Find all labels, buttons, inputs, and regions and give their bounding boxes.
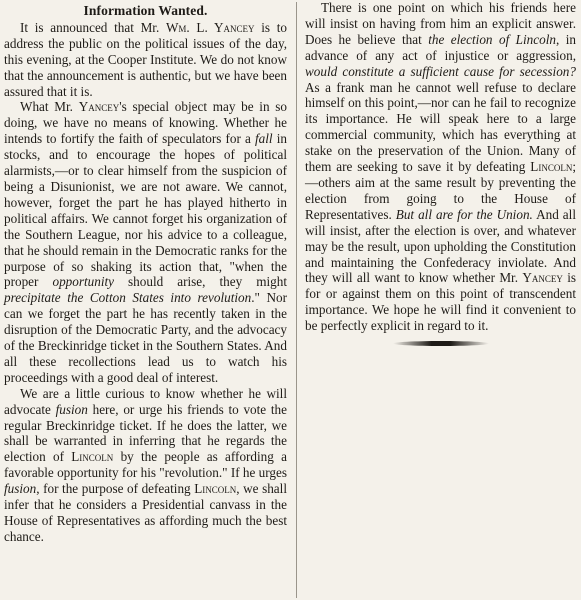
text-run: , in advance of any act of injustice or aggression,: [305, 31, 576, 63]
article-paragraph: [305, 0, 576, 334]
text-run: in stocks, and to encourage the hopes of political alarmists,—or to clear himself from the suspicion of being a Disunionist, we are not aware. We cannot, however, forget the part he has played hitherto in political affairs. We cannot forget his organization of the Southern League, nor his advice to a colleague, that he should remain in the Democratic ranks for the purpose of so shaking its action that, "when the proper: [4, 131, 287, 290]
italic-text: would constitute a sufficient cause for secession?: [305, 63, 576, 79]
small-caps-name: Lincoln: [71, 449, 114, 465]
text-run: 's special object may be in so doing, we have no means of knowing. Whether he intends to fortify the faith of speculators for a: [4, 99, 287, 147]
italic-text: precipitate the Cotton States into revolution: [4, 290, 252, 306]
italic-text: fusion: [4, 481, 37, 497]
italic-text: fall: [255, 131, 273, 147]
italic-text: the election of Lincoln: [428, 31, 556, 47]
article-headline: Information Wanted.: [83, 3, 208, 18]
text-run: We are a little curious to know whether he will advocate: [4, 385, 287, 417]
text-run: There is one point on which his friends here will insist on having from him an explicit answer. Does he believe that: [305, 0, 576, 47]
right-column: [305, 0, 576, 346]
text-run: What Mr.: [20, 99, 79, 115]
small-caps-name: Yancey: [522, 270, 563, 286]
article-paragraph: [4, 386, 287, 545]
text-run: , for the purpose of defeating: [36, 481, 195, 497]
small-caps-name: Lincoln: [194, 481, 237, 497]
small-caps-name: Wm. L. Yancey: [165, 19, 255, 35]
article-paragraph: [4, 99, 287, 385]
italic-text: But all are for the Union.: [395, 206, 533, 222]
text-run: is for or against them on this point of transcendent importance. We hope he will find it convenient to be perfectly explicit in regard to it.: [305, 270, 576, 334]
text-run: ;—others aim at the same result by preventing the election from going to the House of Representatives.: [305, 159, 576, 222]
text-run: As a frank man he cannot well refuse to declare himself on this point,—nor can he fail to recognize its importance. He will speak here to a large commercial community, which has everything at stake on the preservation of the Union. Many of them are seeking to save it by defeating: [305, 79, 576, 175]
article-paragraph: [4, 20, 287, 100]
article-end-rule: [393, 341, 489, 346]
italic-text: opportunity: [52, 274, 115, 290]
text-run: And all will insist, after the election is over, and whatever may be the result, upon upholding the Constitution and maintaining the Confederacy inviolate. And they will all want to know whether Mr.: [305, 206, 576, 286]
italic-text: fusion: [55, 401, 88, 417]
text-run: here, or urge his friends to vote the regular Breckinridge ticket. If he does the latter, we shall be warranted in inferring that he regards the election of: [4, 401, 287, 465]
column-divider: [296, 2, 297, 598]
text-run: is to address the public on the political issues of the day, this evening, at the Cooper Institute. We do not know that the announcement is authentic, but we have been assured that it is.: [4, 19, 287, 99]
text-run: , we shall infer that he considers a Presidential canvass in the House of Representatives as affording much the best chance.: [4, 481, 287, 544]
text-run: ." Nor can we forget the part he has recently taken in the disruption of the Democratic Party, and the advocacy of the Breckinridge ticket in the Southern States. And all these recollections lead us to watch his proceedings with a good deal of interest.: [4, 290, 287, 385]
left-column: [4, 0, 287, 545]
small-caps-name: Yancey: [78, 99, 120, 115]
text-run: should arise, they might: [114, 274, 288, 290]
small-caps-name: Lincoln: [530, 159, 573, 175]
text-run: It is announced that Mr.: [20, 19, 166, 35]
text-run: by the people as affording a favorable opportunity for his "revolution." If he urges: [4, 449, 287, 481]
